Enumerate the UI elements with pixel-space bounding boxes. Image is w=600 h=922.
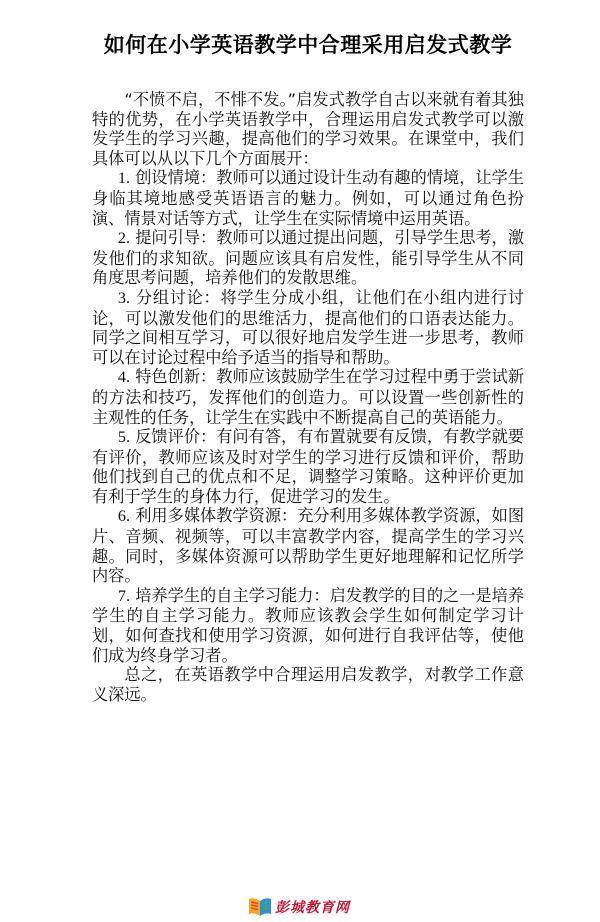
item-number: 7. — [117, 586, 131, 605]
item-text: 反馈评价：有问有答，有布置就要有反馈，有教学就要有评价，教师应该及时对学生的学习进行反馈和评价，帮助他们找到自己的优点和不足，调整学习策略。这种评价更加有利于学生的身体力行，促进学习的发生。 — [92, 427, 525, 506]
document — [92, 30, 524, 704]
list-item — [92, 506, 524, 585]
intro-paragraph: “不愤不启，不悱不发。”启发式教学自古以来就有着其独特的优势，在小学英语教学中，合理运用启发式教学可以激发学生的学习兴趣，提高他们的学习效果。在课堂中，我们具体可以从以下几个方面展开： — [92, 90, 524, 168]
list-item — [92, 586, 524, 665]
list-item — [92, 168, 524, 228]
item-text: 培养学生的自主学习能力：启发教学的目的之一是培养学生的自主学习能力。教师应该教会学生如何制定学习计划，如何查找和使用学习资源，如何进行自我评估等，使他们成为终身学习者。 — [92, 585, 525, 665]
conclusion-paragraph: 总之，在英语教学中合理运用启发教学，对教学工作意义深远。 — [92, 665, 524, 704]
list-item — [92, 288, 524, 367]
item-number: 2. — [117, 229, 131, 248]
item-text: 创设情境：教师可以通过设计生动有趣的情境，让学生身临其境地感受英语语言的魅力。例如，可以通过角色扮演、情景对话等方式，让学生在实际情境中运用英语。 — [92, 168, 525, 228]
item-text: 分组讨论：将学生分成小组，让他们在小组内进行讨论，可以激发他们的思维活力，提高他们的口语表达能力。同学之间相互学习，可以很好地启发学生进一步思考，教师可以在讨论过程中给予适当的指导和帮助。 — [92, 287, 525, 367]
item-text: 特色创新：教师应该鼓励学生在学习过程中勇于尝试新的方法和技巧，发挥他们的创造力。可以设置一些创新性的主观性的任务，让学生在实践中不断提高自己的英语能力。 — [92, 367, 525, 427]
item-number: 1. — [117, 169, 131, 188]
item-number: 4. — [117, 368, 131, 387]
list-item — [92, 228, 524, 288]
item-text: 提问引导：教师可以通过提出问题，引导学生思考，激发他们的求知欲。问题应该具有启发性，能引导学生从不同角度思考问题，培养他们的发散思维。 — [92, 228, 525, 288]
open-book-icon — [248, 896, 272, 918]
item-number: 3. — [117, 288, 131, 307]
watermark-logo — [248, 894, 350, 920]
item-text: 利用多媒体教学资源：充分利用多媒体教学资源，如图片、音频、视频等，可以丰富教学内容，提高学生的学习兴趣。同时，多媒体资源可以帮助学生更好地理解和记忆所学内容。 — [92, 506, 525, 586]
document-title: 如何在小学英语教学中合理采用启发式教学 — [103, 33, 513, 57]
item-number: 6. — [117, 507, 131, 526]
document-body — [92, 90, 524, 704]
item-number: 5. — [117, 428, 131, 447]
list-item — [92, 427, 524, 506]
watermark-text: 彭城教育网 — [275, 899, 350, 915]
list-item — [92, 367, 524, 427]
